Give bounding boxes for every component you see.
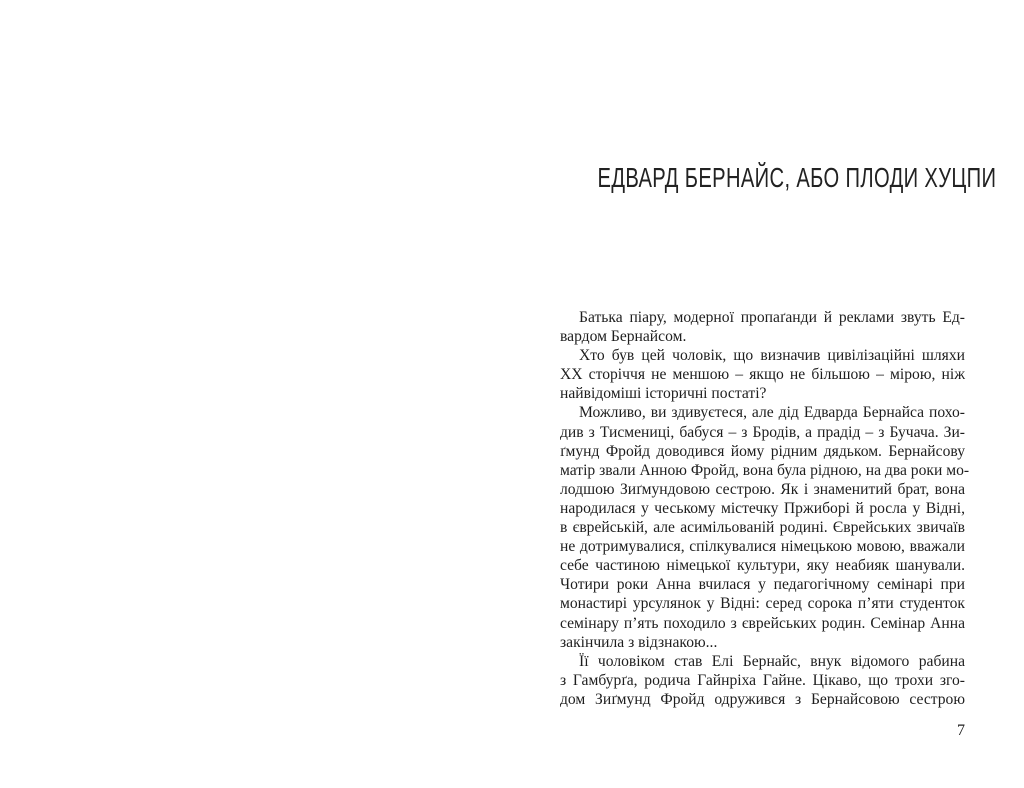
text-line: Батька піару, модерної пропаґанди й реклами звуть Ед- [579,309,965,326]
paragraph [560,652,965,709]
body-text [560,308,970,709]
text-line: народилася у чеському містечку Пржиборі й росла у Відні, [560,499,965,517]
text-line: найвідоміші історичні постаті? [560,385,767,403]
text-line: XX сторіччя не меншою – якщо не більшою – мірою, ніж [560,366,965,384]
text-line: ґмунд Фройд доводився йому рідним дядьком. Бернайсову [560,442,965,460]
text-line: себе частиною німецької культури, яку неабияк шанували. [560,557,965,575]
paragraph [560,346,965,403]
text-line: Можливо, ви здивуєтеся, але дід Едварда Бернайса похо- [579,404,965,422]
text-line: вардом Бернайсом. [560,328,687,346]
paragraph [560,308,965,346]
page-number: 7 [957,722,965,739]
text-line: семінару п’ять походило з єврейських родин. Семінар Анна [560,614,965,632]
chapter-title [520,162,1005,194]
text-line: дом Зиґмунд Фройд одружився з Бернайсовою сестрою [560,690,965,708]
text-line: з Гамбурґа, родича Гайнріха Гайне. Цікаво, що трохи зго- [560,671,965,689]
text-line: Хто був цей чоловік, що визначив цивілізаційні шляхи [579,347,965,365]
text-line: в єврейській, але асимільованій родині. Єврейських звичаїв [560,519,965,537]
text-line: не дотримувалися, спілкувалися німецькою мовою, вважали [560,538,965,556]
text-line: Її чоловіком став Елі Бернайс, внук відомого рабина [579,652,965,670]
chapter-title-text: ЕДВАРД БЕРНАЙС, АБО ПЛОДИ ХУЦПИ [597,162,997,193]
text-line: див з Тисмениці, бабуся – з Бродів, а прадід – з Бучача. Зи- [560,423,965,441]
text-line: лодшою Зиґмундовою сестрою. Як і знаменитий брат, вона [560,480,965,498]
text-line: Чотири роки Анна вчилася у педагогічному семінарі при [560,576,965,594]
text-line: монастирі урсулянок у Відні: серед сорока п’яти студенток [560,595,965,613]
text-line: матір звали Анною Фройд, вона була рідною, на два роки мо- [560,461,970,479]
paragraph [560,403,970,651]
text-line: закінчила з відзнакою... [560,633,718,651]
